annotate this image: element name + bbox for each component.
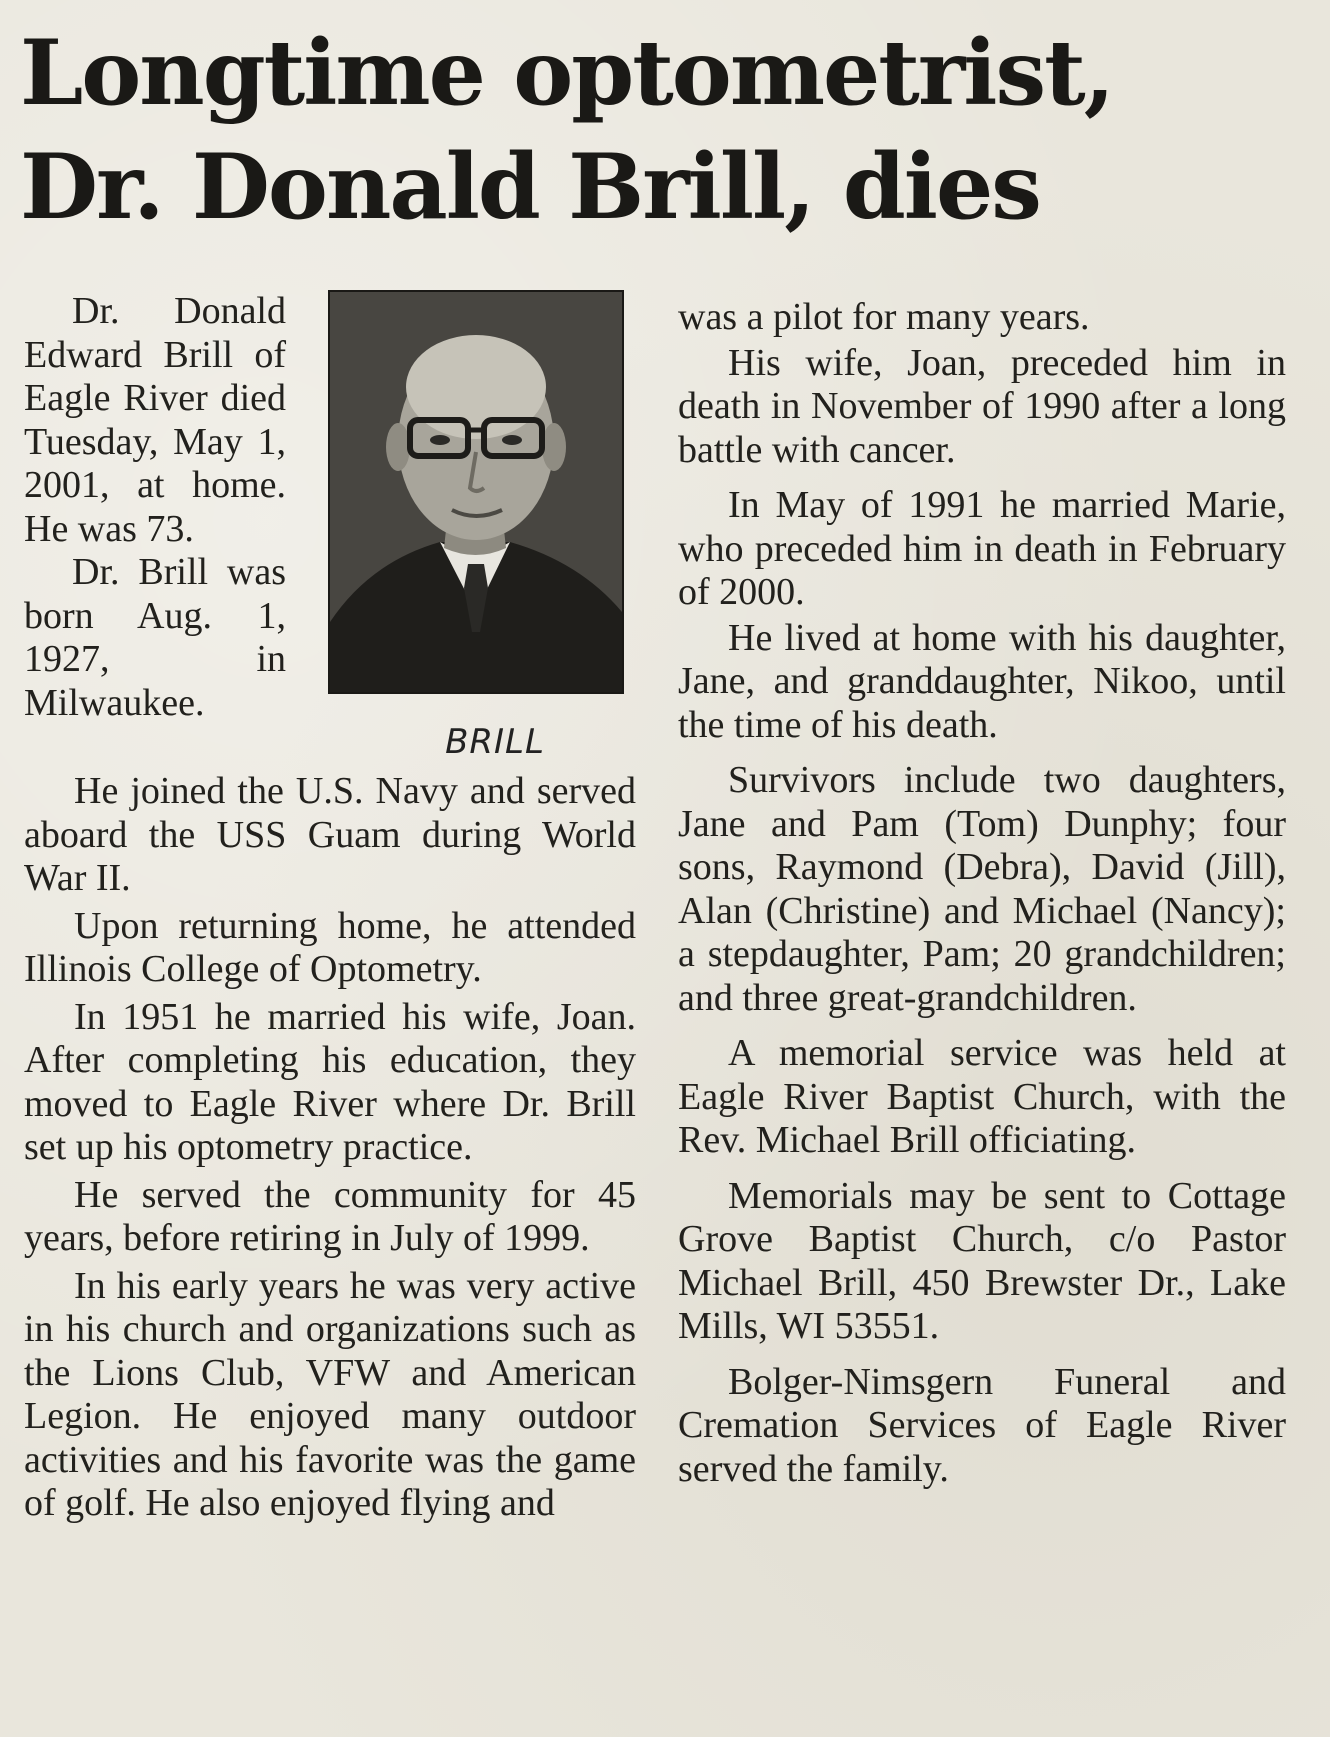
paragraph-college: Upon returning home, he attended Illinois College of Optometry.: [24, 904, 636, 990]
headline: [20, 16, 1310, 244]
paragraph-memorials: Memorials may be sent to Cottage Grove Baptist Church, c/o Pastor Michael Brill, 450 Brewster Dr., Lake Mills, WI 53551.: [678, 1174, 1286, 1347]
left-ear: [386, 423, 410, 471]
paragraph-survivors: Survivors include two daughters, Jane and Pam (Tom) Dunphy; four sons, Raymond (Debra), David (Jill), Alan (Christine) and Michael (Nancy); a stepdaughter, Pam; 20 grandchildren; and three great-grandchildren.: [678, 759, 1286, 1019]
paragraph-wife-joan: His wife, Joan, preceded him in death in November of 1990 after a long battle with cancer.: [678, 341, 1286, 471]
paragraph-home: He lived at home with his daughter, Jane, and granddaughter, Nikoo, until the time of his death.: [678, 616, 1286, 746]
portrait-photo: [328, 290, 624, 694]
headline-line-1: Longtime optometrist,: [20, 20, 1114, 126]
paragraph-death-notice: Dr. Donald Edward Brill of Eagle River died Tuesday, May 1, 2001, at home. He was 73.: [24, 290, 286, 550]
paragraph-memorial-service: A memorial service was held at Eagle River Baptist Church, with the Rev. Michael Brill officiating.: [678, 1032, 1286, 1161]
paragraph-pilot-continued: was a pilot for many years.: [678, 296, 1090, 338]
paragraph-marriage-1951: In 1951 he married his wife, Joan. After completing his education, they moved to Eagle River where Dr. Brill set up his optometry practice.: [24, 995, 636, 1168]
paragraph-birth: Dr. Brill was born Aug. 1, 1927, in Milwaukee.: [24, 551, 286, 724]
paragraph-funeral-home: Bolger-Nimsgern Funeral and Cremation Services of Eagle River served the family.: [678, 1360, 1286, 1490]
forehead-highlight: [406, 335, 546, 439]
paragraph-activities: In his early years he was very active in his church and organizations such as the Lions Club, VFW and American Legion. He enjoyed many outdoor activities and his favorite was the game of golf. He also enjoyed flying and: [24, 1264, 636, 1524]
column-divider: [652, 300, 653, 1700]
paragraph-navy: He joined the U.S. Navy and served aboard the USS Guam during World War II.: [24, 770, 636, 899]
left-eye: [430, 435, 450, 445]
left-column-top: [24, 290, 286, 725]
headline-line-2: Dr. Donald Brill, dies: [20, 134, 1040, 240]
photo-caption: BRILL: [445, 722, 545, 762]
right-eye: [502, 435, 522, 445]
right-ear: [542, 423, 566, 471]
portrait-image: [330, 292, 622, 692]
paragraph-marie: In May of 1991 he married Marie, who preceded him in death in February of 2000.: [678, 484, 1286, 613]
left-column-bottom: [24, 770, 636, 1530]
right-column: [678, 296, 1286, 1503]
paragraph-career: He served the community for 45 years, before retiring in July of 1999.: [24, 1173, 636, 1259]
